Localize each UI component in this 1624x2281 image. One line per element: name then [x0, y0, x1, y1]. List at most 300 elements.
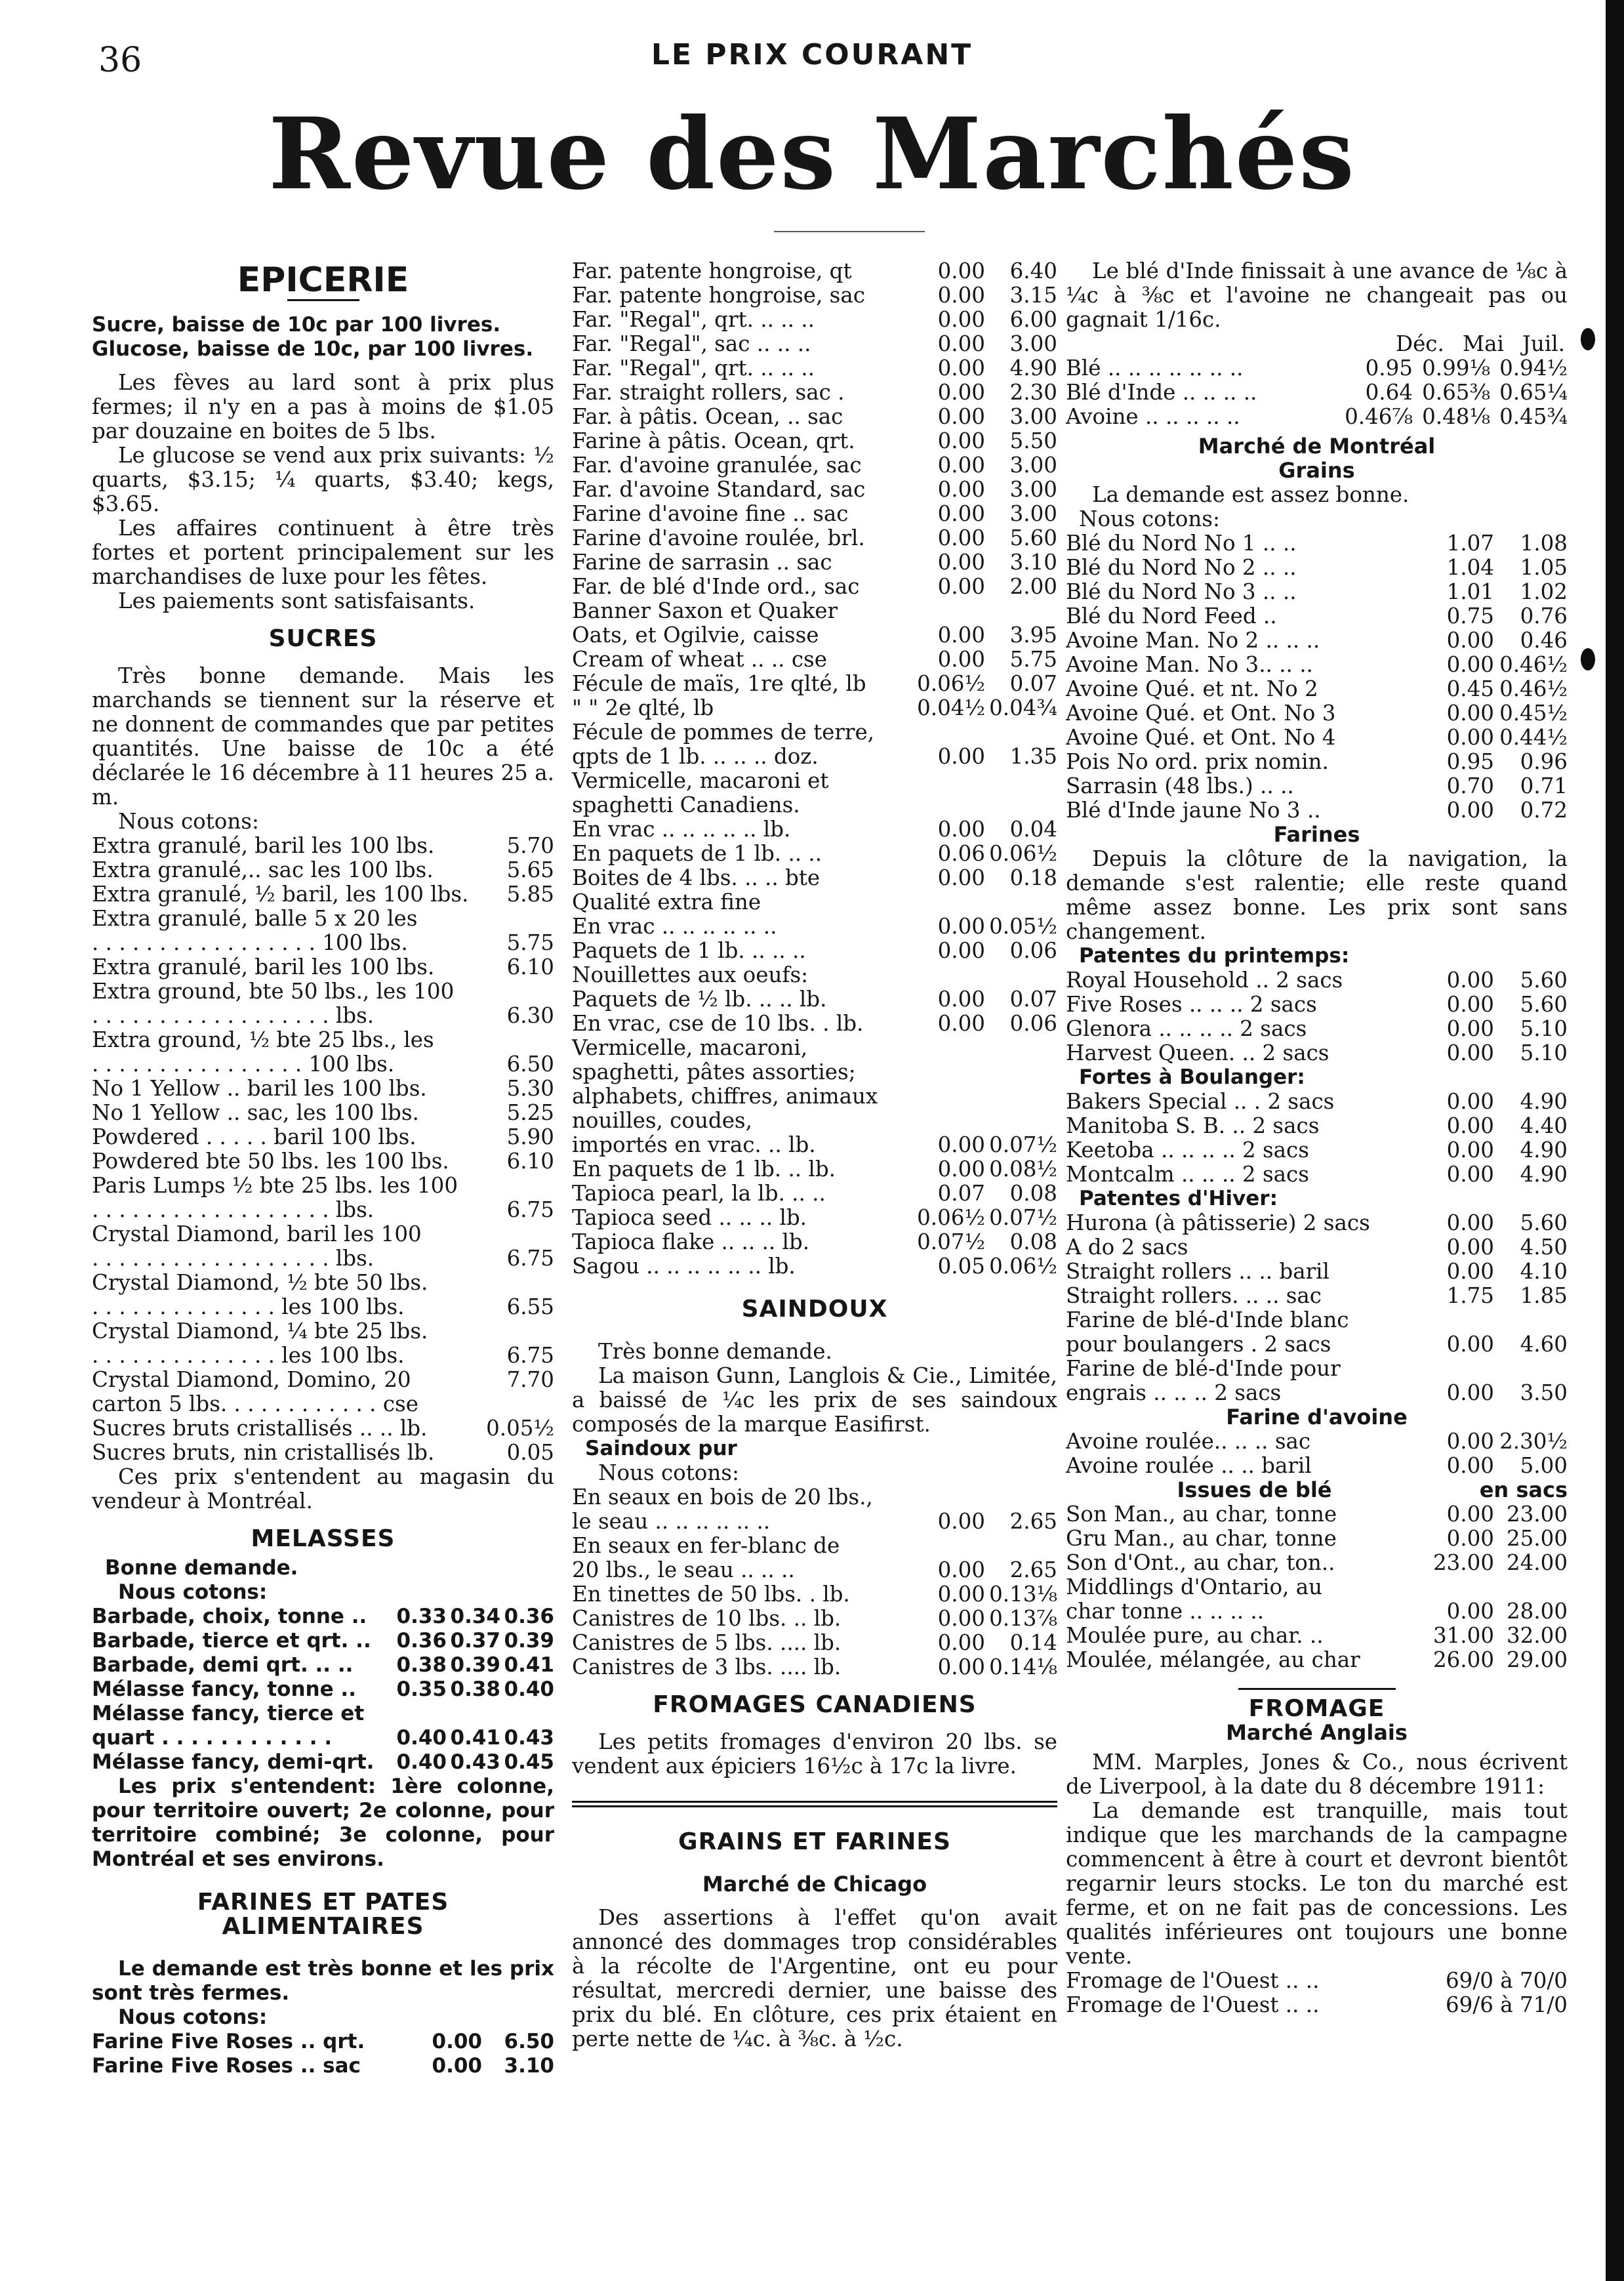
table-row	[92, 882, 554, 907]
row-label: Avoine Qué. et nt. No 2	[1066, 676, 1318, 701]
avoine-price-list	[1066, 1429, 1568, 1478]
row-value: 0.00	[1446, 1235, 1494, 1260]
row-value: 0.35	[396, 1677, 447, 1701]
table-row	[1066, 1993, 1568, 2017]
row-value: 5.85	[506, 882, 554, 907]
table-row	[92, 1319, 554, 1344]
row-value: 26.00	[1432, 1647, 1494, 1672]
scan-edge-bar	[1606, 0, 1624, 2281]
row-value: 0.00	[1446, 1259, 1494, 1284]
row-value: 7.70	[506, 1367, 554, 1392]
row-value: 5.60	[1520, 992, 1568, 1017]
row-label: Paris Lumps ½ bte 25 lbs. les 100	[92, 1173, 458, 1198]
row-value: 0.34	[450, 1605, 500, 1628]
row-value: 0.14	[1009, 1630, 1057, 1655]
row-value: 5.25	[506, 1100, 554, 1125]
issues-price-list	[1066, 1502, 1568, 1672]
row-value: 3.00	[1009, 331, 1057, 356]
row-value: 0.06	[937, 841, 985, 866]
subheading-grains: Grains	[1278, 458, 1355, 483]
section-heading-fromage: FROMAGE	[1248, 1695, 1385, 1722]
row-label: Far. de blé d'Inde ord., sac	[572, 574, 860, 599]
row-value: 0.00	[937, 283, 985, 308]
table-row	[572, 429, 1057, 453]
row-value: 0.00	[937, 1630, 985, 1655]
row-value: 0.06	[1009, 1011, 1057, 1036]
paragraph: Le demande est très bonne et les prix sont très fermes.	[92, 1957, 554, 2005]
row-label: Far. à pâtis. Ocean, .. sac	[572, 404, 843, 429]
column-1	[92, 259, 554, 2078]
table-row	[572, 1510, 1057, 1534]
row-value: 0.04	[1009, 817, 1057, 842]
grains-price-list	[1066, 531, 1568, 823]
table-row	[92, 1004, 554, 1028]
cotons-label: Nous cotons:	[598, 1460, 739, 1485]
paragraph: Les fèves au lard sont à prix plus fermes; il n'y en a pas à moins de $1.05 par douzaine en boites de 5 lbs.	[92, 370, 554, 443]
row-value: 2.65	[1009, 1509, 1057, 1534]
row-value: 0.07	[1009, 671, 1057, 696]
table-row	[572, 526, 1057, 550]
row-label: spaghetti Canadiens.	[572, 792, 800, 817]
table-row	[1066, 750, 1568, 774]
table-row	[92, 1750, 554, 1775]
row-value: 0.36	[396, 1629, 447, 1653]
table-row	[1066, 993, 1568, 1017]
row-label: Blé du Nord No 1 .. ..	[1066, 531, 1297, 556]
row-label: No 1 Yellow .. baril les 100 lbs.	[92, 1076, 427, 1101]
row-value: 0.70	[1446, 773, 1494, 798]
row-value: 0.00	[1446, 1332, 1494, 1357]
row-label: Straight rollers. .. .. sac	[1066, 1283, 1322, 1308]
row-value: 0.00	[937, 1582, 985, 1607]
row-label: Farine de sarrasin .. sac	[572, 550, 832, 575]
row-value: 5.50	[1009, 428, 1057, 453]
row-label: Son Man., au char, tonne	[1066, 1502, 1337, 1527]
row-value: 0.00	[937, 744, 985, 769]
row-value: 5.00	[1520, 1453, 1568, 1478]
table-row	[92, 1726, 554, 1750]
row-label: Avoine Man. No 2 .. .. ..	[1066, 628, 1320, 653]
row-value: 0.00	[1446, 1210, 1494, 1235]
row-label: Middlings d'Ontario, au	[1066, 1574, 1323, 1599]
row-label: Extra ground, bte 50 lbs., les 100	[92, 979, 455, 1004]
row-label: Far. straight rollers, sac .	[572, 380, 845, 405]
binding-hole-icon	[1581, 328, 1595, 350]
row-value: 0.95	[1446, 749, 1494, 774]
row-value: 4.60	[1520, 1332, 1568, 1357]
row-value: 6.75	[506, 1246, 554, 1271]
row-value: 2.00	[1009, 574, 1057, 599]
table-row	[572, 332, 1057, 356]
row-label: Blé du Nord No 2 .. ..	[1066, 555, 1297, 580]
row-label: Mélasse fancy, demi-qrt.	[92, 1750, 375, 1774]
cotons-label: Nous cotons:	[118, 809, 259, 834]
row-value: 0.00	[1446, 1113, 1494, 1138]
row-value: 1.85	[1520, 1283, 1568, 1308]
table-row	[572, 1133, 1057, 1157]
row-value: 3.15	[1009, 283, 1057, 308]
row-value: 6.75	[506, 1197, 554, 1222]
table-row	[572, 769, 1057, 793]
table-row	[92, 1605, 554, 1629]
row-value: 0.37	[450, 1629, 500, 1653]
chicago-table-header	[1066, 332, 1568, 356]
row-value: 0.00	[937, 404, 985, 429]
table-row	[1066, 580, 1568, 604]
page-title: Revue des Marchés	[268, 96, 1356, 212]
row-label: Farine de blé-d'Inde blanc	[1066, 1307, 1349, 1332]
row-value: 0.00	[937, 1509, 985, 1534]
row-label: Sarrasin (48 lbs.) .. ..	[1066, 773, 1294, 798]
row-label: Far. patente hongroise, sac	[572, 283, 865, 308]
row-label: Moulée pure, au char. ..	[1066, 1623, 1324, 1648]
row-value: 0.00	[1446, 628, 1494, 653]
row-value: 0.13⅛	[989, 1582, 1057, 1607]
row-value: 0.46½	[1499, 676, 1568, 701]
row-label: Avoine Qué. et Ont. No 4	[1066, 725, 1336, 750]
column-header: Juil.	[1522, 331, 1565, 356]
row-label: Farine d'avoine roulée, brl.	[572, 525, 865, 550]
row-value: 0.07½	[917, 1229, 985, 1254]
subheading-chicago: Marché de Chicago	[702, 1872, 927, 1897]
column-header: Mai	[1462, 331, 1504, 356]
row-value: 0.00	[937, 331, 985, 356]
row-value: 0.05½	[989, 914, 1057, 939]
row-label: Blé du Nord No 3 .. ..	[1066, 579, 1297, 604]
row-value: 0.00	[937, 1011, 985, 1036]
row-value: 6.30	[506, 1003, 554, 1028]
table-row	[92, 907, 554, 931]
row-value: 1.01	[1446, 579, 1494, 604]
paragraph: Les affaires continuent à être très fortes et portent principalement sur les marchandises de luxe pour les fêtes.	[92, 516, 554, 589]
row-value: 5.30	[506, 1076, 554, 1101]
table-row	[1066, 556, 1568, 580]
column-2	[572, 258, 1057, 2051]
row-label: 20 lbs., le seau .. .. ..	[572, 1557, 795, 1582]
row-value: 0.40	[396, 1726, 447, 1750]
table-row	[92, 1101, 554, 1125]
row-label: char tonne .. .. .. ..	[1066, 1599, 1265, 1624]
row-value: 2.30	[1009, 380, 1057, 405]
table-row	[1066, 1308, 1568, 1332]
row-label: . . . . . . . . . . . . . . . . . 100 lbs.	[92, 930, 408, 955]
table-row	[572, 1558, 1057, 1582]
row-label: Vermicelle, macaroni, spaghetti, pâtes assorties; alphabets, chiffres, animaux nouilles, coudes,	[572, 1035, 878, 1133]
table-row	[92, 1416, 554, 1441]
row-value: 6.50	[506, 1052, 554, 1077]
row-value: 0.00	[937, 938, 985, 963]
row-label: Vermicelle, macaroni et	[572, 768, 829, 793]
table-row	[572, 1012, 1057, 1036]
row-value: 0.36	[504, 1605, 554, 1628]
row-value: 0.43	[450, 1750, 500, 1774]
row-label: Barbade, choix, tonne ..	[92, 1605, 367, 1628]
row-label: Extra ground, ½ bte 25 lbs., les	[92, 1027, 434, 1052]
table-row	[1066, 356, 1568, 380]
table-row	[1066, 1969, 1568, 1993]
row-label: Mélasse fancy, tonne ..	[92, 1677, 356, 1701]
table-row	[572, 745, 1057, 769]
row-value: 1.02	[1520, 579, 1568, 604]
row-value: 0.94½	[1499, 356, 1568, 380]
column-3	[1066, 259, 1568, 2017]
row-label: En vrac .. .. .. .. .. lb.	[572, 817, 791, 842]
row-value: 0.39	[504, 1629, 554, 1653]
row-value: 0.46	[1520, 628, 1568, 653]
table-row	[572, 308, 1057, 332]
row-value: 0.00	[937, 1157, 985, 1182]
row-value: 0.33	[396, 1605, 447, 1628]
row-value: 0.40	[396, 1750, 447, 1774]
row-value: 0.06½	[989, 841, 1057, 866]
table-row	[92, 1702, 554, 1726]
row-label: Hurona (à pâtisserie) 2 sacs	[1066, 1210, 1370, 1235]
row-value: 6.10	[506, 955, 554, 979]
row-label: Avoine .. .. .. .. ..	[1066, 404, 1240, 429]
row-label: Tapioca flake .. .. .. lb.	[572, 1229, 810, 1254]
table-row	[1066, 653, 1568, 677]
row-label: Powdered bte 50 lbs. les 100 lbs.	[92, 1149, 449, 1174]
row-value: 0.00	[937, 356, 985, 380]
section-heading-saindoux: SAINDOUX	[741, 1296, 888, 1323]
row-value: 0.00	[432, 2030, 482, 2053]
title-rule	[774, 231, 925, 232]
table-row	[572, 1036, 1057, 1133]
paragraph: La demande est assez bonne.	[1092, 482, 1410, 507]
row-value: 0.00	[1446, 701, 1494, 726]
row-value: 0.00	[1446, 1089, 1494, 1114]
row-label: Canistres de 5 lbs. .... lb.	[572, 1630, 842, 1655]
row-label: Powdered . . . . . baril 100 lbs.	[92, 1124, 416, 1149]
column-header: Déc.	[1396, 331, 1444, 356]
saindoux-subhead: Saindoux pur	[585, 1437, 737, 1460]
row-label: Harvest Queen. .. 2 sacs	[1066, 1040, 1330, 1065]
row-label: Sucres bruts, nin cristallisés lb.	[92, 1440, 435, 1465]
row-value: 3.50	[1520, 1380, 1568, 1405]
row-label: Paquets de ½ lb. .. .. lb.	[572, 987, 827, 1012]
row-value: 0.00	[937, 428, 985, 453]
row-value: 4.90	[1009, 356, 1057, 380]
row-label: Crystal Diamond, Domino, 20 carton 5 lbs. . . . . . . . . . . . cse	[92, 1367, 418, 1416]
row-value: 5.60	[1009, 525, 1057, 550]
row-value: 0.06	[1009, 938, 1057, 963]
row-value: 5.75	[506, 930, 554, 955]
row-label: Crystal Diamond, ¼ bte 25 lbs.	[92, 1319, 428, 1344]
binding-hole-icon	[1581, 648, 1595, 670]
row-value: 0.96	[1520, 749, 1568, 774]
row-value: 23.00	[1506, 1502, 1568, 1527]
table-row	[92, 1174, 554, 1198]
row-value: 0.00	[937, 453, 985, 478]
row-label: Avoine Qué. et Ont. No 3	[1066, 701, 1336, 726]
paragraph: La demande est tranquille, mais tout indique que les marchands de la campagne commencent à être à court et devront bientôt regarnir leurs stocks. Le ton du marché est ferme, et on ne fait pas de concessions. Les qualités inférieures ont toujours une bonne vente.	[1066, 1798, 1568, 1969]
paragraph: Très bonne demande.	[598, 1339, 832, 1364]
row-value: 0.00	[937, 380, 985, 405]
table-row	[1066, 1381, 1568, 1405]
subheading-montreal: Marché de Montréal	[1198, 434, 1436, 459]
row-value: 0.00	[937, 477, 985, 502]
row-label: Barbade, demi qrt. .. ..	[92, 1653, 354, 1677]
table-row	[1066, 677, 1568, 701]
row-label: Farine de blé-d'Inde pour	[1066, 1356, 1341, 1381]
row-value: 5.75	[1009, 647, 1057, 672]
fortes-boulanger-label: Fortes à Boulanger:	[1079, 1065, 1305, 1089]
page-number: 36	[98, 41, 142, 80]
row-label: . . . . . . . . . . . . . . . . . . lbs.	[92, 1197, 375, 1222]
table-row	[572, 623, 1057, 647]
table-row	[572, 1182, 1057, 1206]
table-row	[1066, 1454, 1568, 1478]
table-row	[92, 1441, 554, 1465]
row-label: . . . . . . . . . . . . . . . . . . lbs.	[92, 1003, 375, 1028]
row-value: 3.00	[1009, 501, 1057, 526]
table-row	[1066, 1624, 1568, 1648]
row-value: 0.00	[1446, 1138, 1494, 1162]
saindoux-price-list	[572, 1485, 1057, 1679]
row-label: . . . . . . . . . . . . . . les 100 lbs.	[92, 1294, 405, 1319]
row-label: Tapioca seed .. .. .. lb.	[572, 1205, 807, 1230]
row-value: 0.00	[1446, 1502, 1494, 1527]
row-value: 0.13⅞	[989, 1606, 1057, 1631]
row-value: 0.00	[937, 914, 985, 939]
row-value: 0.00	[1446, 1016, 1494, 1041]
row-label: Extra granulé,.. sac les 100 lbs.	[92, 857, 434, 882]
row-value: 0.00	[1446, 968, 1494, 993]
row-label: Barbade, tierce et qrt. ..	[92, 1629, 371, 1653]
table-row	[1066, 1357, 1568, 1381]
table-row	[1066, 1551, 1568, 1575]
row-value: 0.76	[1520, 604, 1568, 628]
fortes-price-list	[1066, 1090, 1568, 1187]
row-label: Blé du Nord Feed ..	[1066, 604, 1277, 628]
table-row	[572, 963, 1057, 987]
row-value: 0.00	[937, 501, 985, 526]
table-row	[92, 1629, 554, 1653]
row-value: 0.45	[504, 1750, 554, 1774]
row-label: En paquets de 1 lb. .. lb.	[572, 1157, 836, 1182]
row-label: Sucres bruts cristallisés .. .. lb.	[92, 1416, 428, 1441]
row-value: 0.39	[450, 1653, 500, 1677]
table-row	[1066, 604, 1568, 628]
paragraph: MM. Marples, Jones & Co., nous écrivent de Liverpool, à la date du 8 décembre 1911:	[1066, 1750, 1568, 1799]
table-row	[572, 672, 1057, 696]
table-row	[572, 866, 1057, 890]
row-value: 32.00	[1506, 1623, 1568, 1648]
table-row	[572, 356, 1057, 380]
row-label: Fécule de maïs, 1re qlté, lb	[572, 671, 866, 696]
issues-unit: en sacs	[1479, 1477, 1568, 1502]
row-value: 0.00	[937, 258, 985, 283]
table-row	[1066, 628, 1568, 653]
table-row	[572, 502, 1057, 526]
row-label: . . . . . . . . . . . . . . . . 100 lbs.	[92, 1052, 395, 1077]
row-value: 0.14⅛	[989, 1654, 1057, 1679]
table-row	[572, 550, 1057, 575]
table-row	[1066, 1332, 1568, 1357]
table-row	[92, 1295, 554, 1319]
row-label: Farine Five Roses .. sac	[92, 2054, 361, 2078]
table-row	[92, 1344, 554, 1368]
row-value: 0.45¾	[1499, 404, 1568, 429]
row-value: 0.00	[1446, 1162, 1494, 1187]
table-row	[572, 283, 1057, 308]
row-value: 6.50	[504, 2030, 554, 2053]
row-label: Farine d'avoine fine .. sac	[572, 501, 849, 526]
row-value: 0.00	[937, 1557, 985, 1582]
paragraph: Des assertions à l'effet qu'on avait annoncé des dommages trop considérables à la récolte de l'Argentine, ont eu pour résultat, mercredi dernier, une baisse des prix du blé. En clôture, ces prix étaient en perte nette de ¼c. à ⅜c. à ½c.	[572, 1905, 1057, 2051]
patentes-printemps-label: Patentes du printemps:	[1079, 944, 1350, 968]
row-value: 0.00	[937, 574, 985, 599]
row-value: 4.90	[1520, 1138, 1568, 1162]
row-value: 0.00	[1446, 1429, 1494, 1454]
row-value: 0.00	[937, 550, 985, 575]
row-label: Son d'Ont., au char, ton..	[1066, 1550, 1335, 1575]
row-value: 0.00	[1446, 1453, 1494, 1478]
table-row	[92, 1222, 554, 1246]
table-row	[1066, 1041, 1568, 1065]
row-value: 0.06½	[989, 1254, 1057, 1279]
row-label: Canistres de 10 lbs. .. lb.	[572, 1606, 842, 1631]
table-row	[1066, 1599, 1568, 1624]
row-label: . . . . . . . . . . . . . . . . . . lbs.	[92, 1246, 375, 1271]
row-value: 0.00	[937, 865, 985, 890]
heading-rule	[1238, 1688, 1396, 1690]
table-row	[1066, 1138, 1568, 1162]
row-value: 0.72	[1520, 798, 1568, 823]
table-row	[1066, 968, 1568, 993]
issues-header	[1066, 1478, 1568, 1502]
row-value: 5.10	[1520, 1040, 1568, 1065]
row-value: 0.43	[504, 1726, 554, 1750]
row-value: 28.00	[1506, 1599, 1568, 1624]
row-label: le seau .. .. .. .. .. ..	[572, 1509, 771, 1534]
row-label: Far. "Regal", sac .. .. ..	[572, 331, 811, 356]
row-label: Glenora .. .. .. .. 2 sacs	[1066, 1016, 1307, 1041]
row-value: 3.10	[1009, 550, 1057, 575]
row-value: 0.00	[937, 987, 985, 1012]
row-value: 0.48⅛	[1422, 404, 1490, 429]
table-row	[572, 1230, 1057, 1254]
sucres-price-list	[92, 834, 554, 1465]
fromage-price-list	[1066, 1969, 1568, 2017]
row-value: 1.35	[1009, 744, 1057, 769]
table-row	[572, 817, 1057, 842]
row-value: 0.08	[1009, 1181, 1057, 1206]
table-row	[92, 1198, 554, 1222]
row-label: No 1 Yellow .. sac, les 100 lbs.	[92, 1100, 419, 1125]
row-value: 0.00	[1446, 652, 1494, 677]
section-heading-grains-farines: GRAINS ET FARINES	[678, 1828, 951, 1855]
section-double-rule	[572, 1801, 1057, 1807]
table-row	[92, 858, 554, 882]
table-row	[1066, 726, 1568, 750]
row-value: 0.65⅜	[1422, 380, 1490, 405]
row-label: En paquets de 1 lb. .. ..	[572, 841, 822, 866]
row-value: 4.40	[1520, 1113, 1568, 1138]
row-value: 0.05½	[486, 1416, 554, 1441]
table-row	[1066, 1211, 1568, 1235]
row-label: Blé .. .. .. .. .. .. ..	[1066, 356, 1244, 380]
row-value: 4.10	[1520, 1259, 1568, 1284]
row-label: engrais .. .. .. 2 sacs	[1066, 1380, 1282, 1405]
row-label: Far. d'avoine Standard, sac	[572, 477, 866, 502]
row-label: En seaux en bois de 20 lbs.,	[572, 1485, 873, 1510]
row-label: En vrac .. .. .. .. .. ..	[572, 914, 777, 939]
table-row	[572, 1607, 1057, 1631]
row-value: 2.30½	[1499, 1429, 1568, 1454]
table-row	[1066, 405, 1568, 429]
section-heading-fromages-canadiens: FROMAGES CANADIENS	[653, 1691, 977, 1718]
